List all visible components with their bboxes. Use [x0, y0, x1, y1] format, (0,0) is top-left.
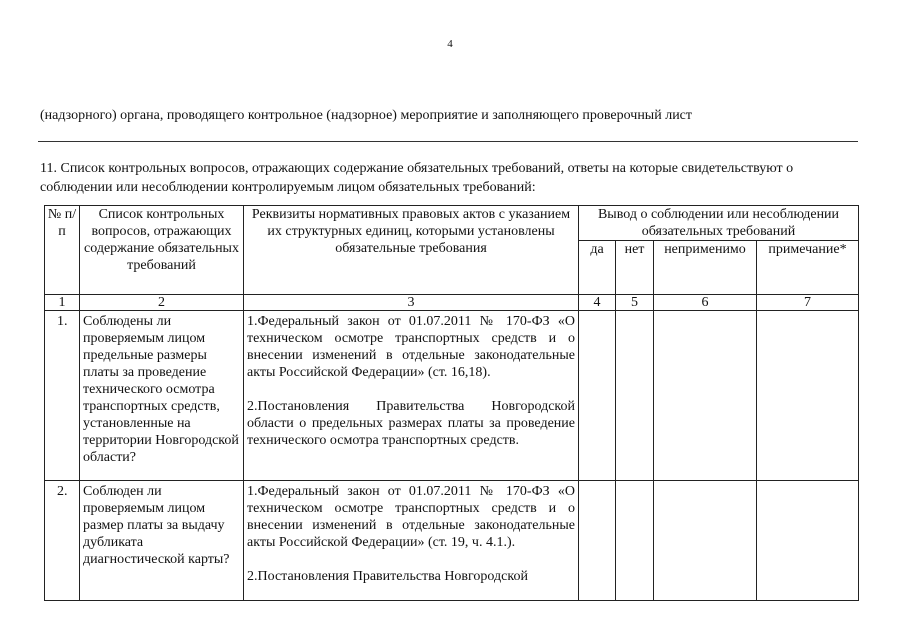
row-number: 1.	[45, 311, 80, 481]
header-conclusion: Вывод о соблюдении или несоблюдении обязательных требований	[579, 206, 859, 241]
header-note: примечание*	[757, 241, 859, 295]
column-number: 6	[654, 295, 757, 311]
page-number: 4	[447, 38, 453, 50]
answer-note-cell[interactable]	[757, 481, 859, 601]
answer-not-applicable-cell[interactable]	[654, 311, 757, 481]
answer-not-applicable-cell[interactable]	[654, 481, 757, 601]
header-num: № п/п	[45, 206, 80, 295]
header-line: (надзорного) органа, проводящего контрольное (надзорное) мероприятие и заполняющего проверочный лист	[40, 108, 693, 123]
question-cell: Соблюден ли проверяемым лицом размер платы за выдачу дубликата диагностической карты?	[80, 481, 244, 601]
header-questions: Список контрольных вопросов, отражающих содержание обязательных требований	[80, 206, 244, 295]
checklist-table	[44, 205, 859, 601]
header-requisites: Реквизиты нормативных правовых актов с указанием их структурных единиц, которыми установлены обязательные требования	[244, 206, 579, 295]
answer-note-cell[interactable]	[757, 311, 859, 481]
column-number: 1	[45, 295, 80, 311]
answer-yes-cell[interactable]	[579, 481, 616, 601]
requisite-item: 2.Постановления Правительства Новгородской области о предельных размерах платы за проведение технического осмотра транспортных средств.	[247, 399, 575, 448]
answer-no-cell[interactable]	[616, 311, 654, 481]
requisites-cell	[244, 481, 579, 601]
column-number: 2	[80, 295, 244, 311]
header-yes: да	[579, 241, 616, 295]
column-number: 7	[757, 295, 859, 311]
row-number: 2.	[45, 481, 80, 601]
question-cell: Соблюдены ли проверяемым лицом предельные размеры платы за проведение технического осмотра транспортных средств, установленные на территории Новгородской области?	[80, 311, 244, 481]
header-no: нет	[616, 241, 654, 295]
section-intro: 11. Список контрольных вопросов, отражающих содержание обязательных требований, ответы на которые свидетельствуют о соблюдении или несоблюдении контролируемым лицом обязательных требований:	[40, 161, 794, 195]
signature-line	[38, 141, 858, 142]
column-number-row	[45, 295, 859, 311]
requisite-item: 2.Постановления Правительства Новгородской	[247, 569, 528, 584]
answer-no-cell[interactable]	[616, 481, 654, 601]
column-number: 4	[579, 295, 616, 311]
table-row	[45, 311, 859, 481]
requisite-item: 1.Федеральный закон от 01.07.2011 № 170-ФЗ «О техническом осмотре транспортных средств и о внесении изменений в отдельные законодательные акты Российской Федерации» (ст. 19, ч. 4.1.).	[247, 484, 575, 550]
requisites-cell	[244, 311, 579, 481]
answer-yes-cell[interactable]	[579, 311, 616, 481]
column-number: 5	[616, 295, 654, 311]
header-not-applicable: неприменимо	[654, 241, 757, 295]
column-number: 3	[244, 295, 579, 311]
table-row	[45, 481, 859, 601]
requisite-item: 1.Федеральный закон от 01.07.2011 № 170-ФЗ «О техническом осмотре транспортных средств и о внесении изменений в отдельные законодательные акты Российской Федерации» (ст. 16,18).	[247, 314, 575, 380]
